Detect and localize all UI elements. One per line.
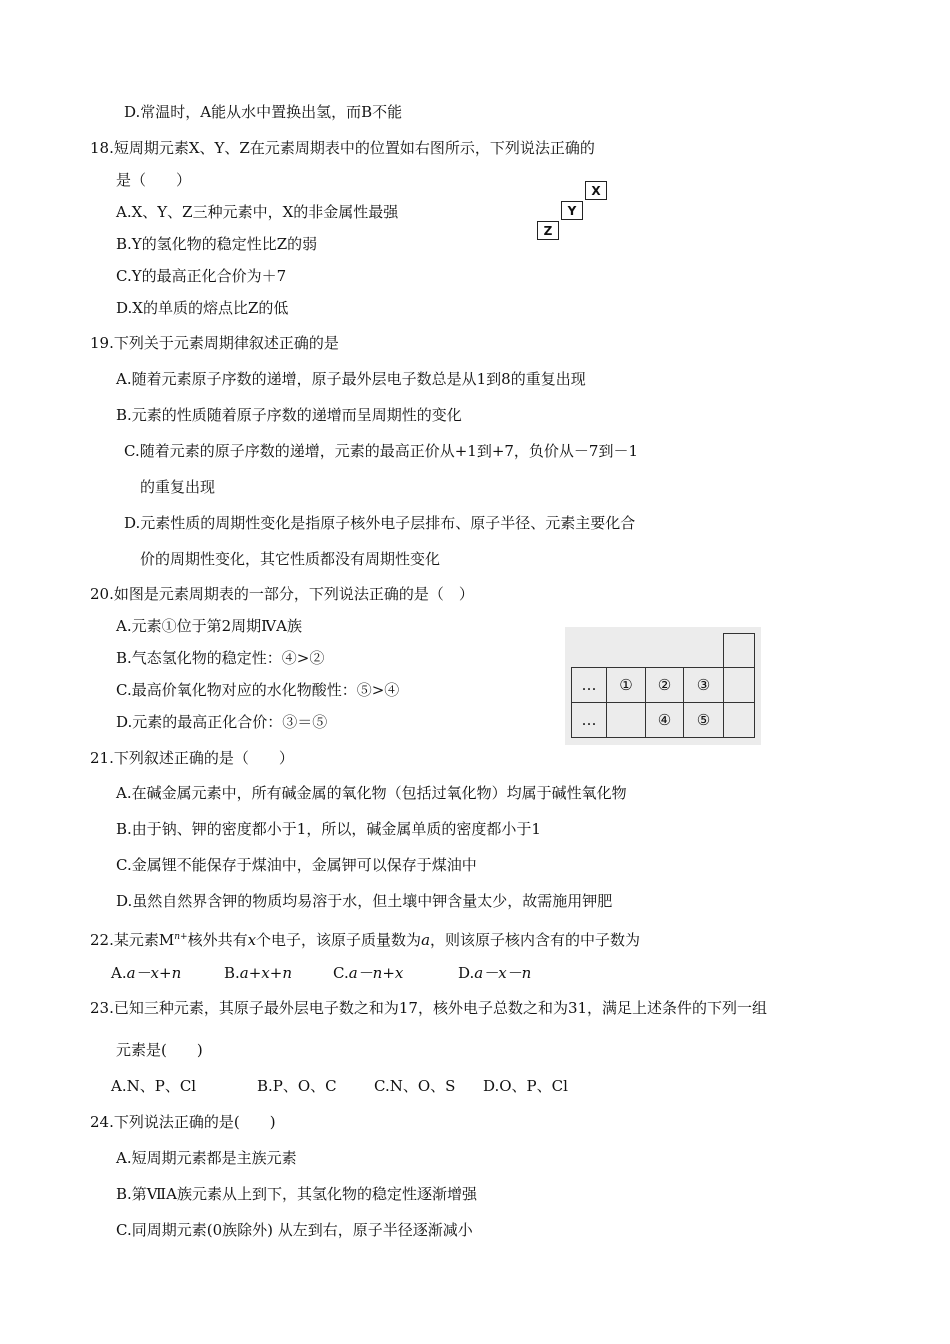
q17-option-d: D.常温时，A能从水中置换出氢，而B不能 [124, 103, 403, 121]
q22-text: ，则该原子核内含有的中子数为 [430, 931, 641, 949]
table-cell: ② [645, 667, 684, 703]
q21-option-c: C.金属锂不能保存于煤油中，金属钾可以保存于煤油中 [116, 856, 477, 874]
q23-option-d: D.O、P、Cl [483, 1077, 568, 1095]
table-cell: … [571, 702, 607, 738]
element-y-cell: Y [561, 201, 583, 220]
table-cell [723, 702, 755, 738]
q20-option-a: A.元素①位于第2周期ⅣA族 [116, 617, 302, 635]
q20-periodic-table-fragment [565, 627, 761, 745]
q22-text: 核外共有 [187, 931, 248, 949]
table-cell: ③ [683, 667, 724, 703]
table-cell: … [571, 667, 607, 703]
q24-option-b: B.第ⅦA族元素从上到下，其氢化物的稳定性逐渐增强 [116, 1185, 477, 1203]
q22-option-b: B.a+x+n [224, 964, 292, 982]
q21-option-b: B.由于钠、钾的密度都小于1，所以，碱金属单质的密度都小于1 [116, 820, 541, 838]
q23-option-a: A.N、P、Cl [111, 1077, 197, 1095]
q22-option-c: C.a－n+x [333, 964, 404, 982]
q20-stem: 20.如图是元素周期表的一部分，下列说法正确的是（ ） [90, 585, 474, 603]
q18-option-b: B.Y的氢化物的稳定性比Z的弱 [116, 235, 318, 253]
q19-option-d: D.元素性质的周期性变化是指原子核外电子层排布、原子半径、元素主要化合 [124, 514, 636, 532]
q24-stem: 24.下列说法正确的是( ) [90, 1113, 276, 1131]
q19-option-a: A.随着元素原子序数的递增，原子最外层电子数总是从1到8的重复出现 [116, 370, 586, 388]
q22-option-d: D.a－x－n [458, 964, 532, 982]
q22-charge: n+ [174, 932, 188, 942]
q19-stem: 19.下列关于元素周期律叙述正确的是 [90, 334, 339, 352]
q19-option-b: B.元素的性质随着原子序数的递增而呈周期性的变化 [116, 406, 462, 424]
element-x-cell: X [585, 181, 607, 200]
q18-option-c: C.Y的最高正化合价为＋7 [116, 267, 287, 285]
q23-stem: 23.已知三种元素，其原子最外层电子数之和为17，核外电子总数之和为31，满足上述条件的下列一组 [90, 999, 768, 1017]
q18-stem-cont: 是（ ） [116, 171, 192, 189]
q24-option-a: A.短周期元素都是主族元素 [116, 1149, 297, 1167]
q22-var-a: a [421, 931, 431, 949]
element-z-cell: Z [537, 221, 559, 240]
table-cell [606, 702, 646, 738]
q19-option-d-cont: 价的周期性变化，其它性质都没有周期性变化 [140, 550, 441, 568]
q18-option-d: D.X的单质的熔点比Z的低 [116, 299, 289, 317]
q18-stem: 18.短周期元素X、Y、Z在元素周期表中的位置如右图所示，下列说法正确的 [90, 139, 595, 157]
q21-stem: 21.下列叙述正确的是（ ） [90, 749, 294, 767]
q23-option-c: C.N、O、S [374, 1077, 456, 1095]
q20-option-b: B.气态氢化物的稳定性：④>② [116, 649, 325, 667]
q22-text: 个电子，该原子质量数为 [256, 931, 422, 949]
table-cell: ① [606, 667, 646, 703]
q23-option-b: B.P、O、C [257, 1077, 337, 1095]
table-cell: ④ [645, 702, 684, 738]
q24-option-c: C.同周期元素(0族除外) 从左到右，原子半径逐渐减小 [116, 1221, 473, 1239]
q23-stem-cont: 元素是( ) [116, 1041, 203, 1059]
q18-option-a: A.X、Y、Z三种元素中，X的非金属性最强 [116, 203, 399, 221]
q20-option-d: D.元素的最高正化合价：③＝⑤ [116, 713, 328, 731]
q19-option-c-cont: 的重复出现 [140, 478, 216, 496]
q22-stem [90, 927, 640, 950]
q22-text: 22.某元素M [90, 931, 175, 949]
table-top-cell [723, 633, 755, 668]
table-cell [723, 667, 755, 703]
table-cell: ⑤ [683, 702, 724, 738]
q22-option-a: A.a－x+n [111, 964, 182, 982]
q21-option-a: A.在碱金属元素中，所有碱金属的氧化物（包括过氧化物）均属于碱性氧化物 [116, 784, 627, 802]
q22-var-x: x [247, 931, 257, 949]
q19-option-c: C.随着元素的原子序数的递增，元素的最高正价从+1到+7，负价从－7到－1 [124, 442, 639, 460]
q21-option-d: D.虽然自然界含钾的物质均易溶于水，但土壤中钾含量太少，故需施用钾肥 [116, 892, 613, 910]
q20-option-c: C.最高价氧化物对应的水化物酸性：⑤>④ [116, 681, 400, 699]
